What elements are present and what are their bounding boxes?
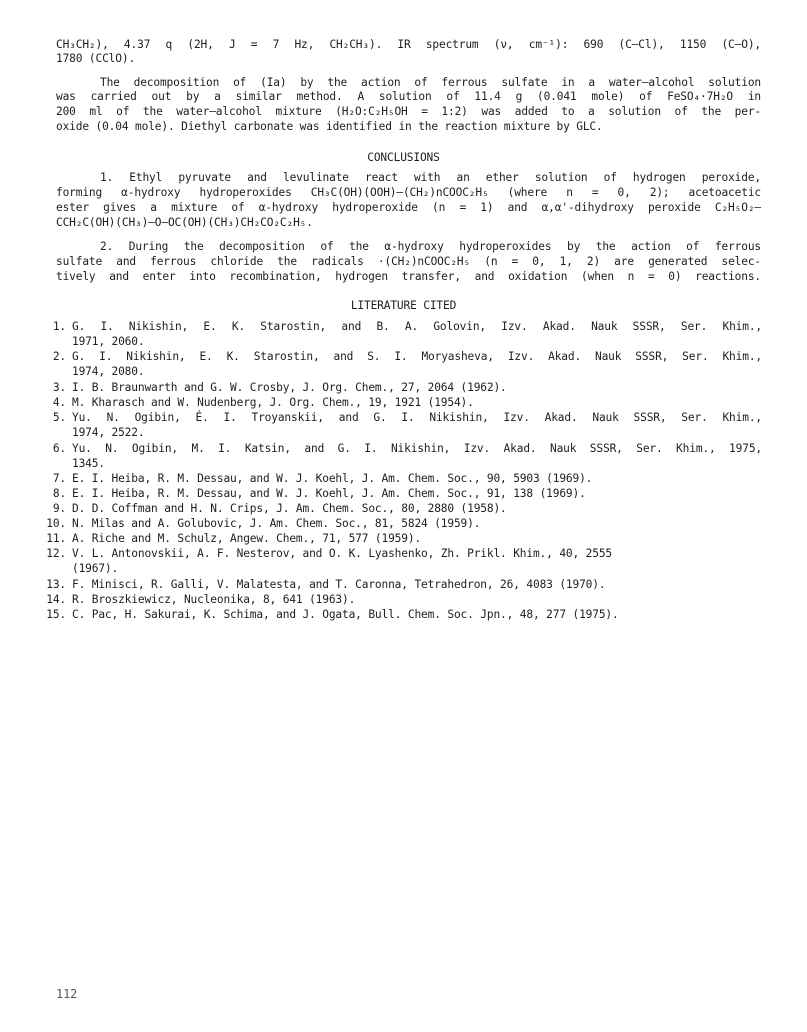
reference-number: 15. (46, 608, 66, 621)
conclusion-line: 2. During the decomposition of the α-hydroxy hydroperoxides by the action of ferrous (100, 240, 761, 253)
conclusion-line: forming α-hydroxy hydroperoxides CH₃C(OH)(OOH)—(CH₂)nCOOC₂H₅ (where n = 0, 2); acetoacetic (56, 186, 761, 199)
body-text-line: The decomposition of (Ia) by the action of ferrous sulfate in a water—alcohol solution (100, 76, 761, 89)
reference-item (0, 516, 807, 531)
reference-number: 13. (46, 578, 66, 591)
reference-number: 10. (46, 517, 66, 530)
body-text-line: was carried out by a similar method. A solution of 11.4 g (0.041 mole) of FeSO₄·7H₂O in (56, 90, 761, 103)
reference-text: G. I. Nikishin, E. K. Starostin, and S. I. Moryasheva, Izv. Akad. Nauk SSSR, Ser. Khim., (72, 350, 762, 363)
body-text-line: CH₃CH₂), 4.37 q (2H, J = 7 Hz, CH₂CH₃). IR spectrum (ν, cm⁻¹): 690 (C—Cl), 1150 (C—O), (56, 38, 761, 51)
reference-text-continued: 1974, 2080. (72, 365, 145, 378)
conclusion-line: ester gives a mixture of α-hydroxy hydroperoxide (n = 1) and α,α'-dihydroxy peroxide C₂H₅O₂— (56, 201, 761, 214)
reference-text-continued: 1974, 2522. (72, 426, 145, 439)
reference-text: Yu. N. Ogibin, É. I. Troyanskii, and G. I. Nikishin, Izv. Akad. Nauk SSSR, Ser. Khim., (72, 411, 762, 424)
reference-text: V. L. Antonovskii, A. F. Nesterov, and O. K. Lyashenko, Zh. Prikl. Khim., 40, 2555 (72, 547, 613, 560)
reference-item (0, 546, 807, 561)
reference-text: G. I. Nikishin, E. K. Starostin, and B. A. Golovin, Izv. Akad. Nauk SSSR, Ser. Khim., (72, 320, 762, 333)
reference-number: 14. (46, 593, 66, 606)
reference-item (0, 607, 807, 622)
reference-item (0, 531, 807, 546)
reference-text: A. Riche and M. Schulz, Angew. Chem., 71, 577 (1959). (72, 532, 422, 545)
reference-item (0, 501, 807, 516)
reference-number: 1. (52, 320, 66, 333)
conclusion-line: tively and enter into recombination, hydrogen transfer, and oxidation (when n = 0) reactions. (56, 270, 761, 283)
reference-number: 6. (52, 442, 66, 455)
reference-text: R. Broszkiewicz, Nucleonika, 8, 641 (1963). (72, 593, 356, 606)
reference-item (0, 349, 807, 364)
reference-item (0, 410, 807, 425)
reference-item (0, 592, 807, 607)
reference-number: 11. (46, 532, 66, 545)
reference-number: 4. (52, 396, 66, 409)
reference-text: N. Milas and A. Golubovic, J. Am. Chem. Soc., 81, 5824 (1959). (72, 517, 481, 530)
reference-item (0, 471, 807, 486)
reference-number: 3. (52, 381, 66, 394)
reference-number: 12. (46, 547, 66, 560)
body-text-line: 200 ml of the water—alcohol mixture (H₂O:C₂H₅OH = 1:2) was added to a solution of the per- (56, 105, 761, 118)
reference-number: 9. (52, 502, 66, 515)
reference-text: F. Minisci, R. Galli, V. Malatesta, and T. Caronna, Tetrahedron, 26, 4083 (1970). (72, 578, 606, 591)
reference-text-continued: (1967). (72, 562, 119, 575)
reference-number: 8. (52, 487, 66, 500)
reference-text: M. Kharasch and W. Nudenberg, J. Org. Chem., 19, 1921 (1954). (72, 396, 474, 409)
reference-item (0, 577, 807, 592)
page-number: 112 (56, 987, 78, 1001)
body-text-line: 1780 (CClO). (56, 52, 136, 65)
conclusions-heading: CONCLUSIONS (367, 151, 440, 164)
reference-text: E. I. Heiba, R. M. Dessau, and W. J. Koehl, J. Am. Chem. Soc., 90, 5903 (1969). (72, 472, 593, 485)
literature-heading: LITERATURE CITED (350, 299, 457, 312)
body-text-line: oxide (0.04 mole). Diethyl carbonate was identified in the reaction mixture by GLC. (56, 120, 603, 133)
conclusion-line: sulfate and ferrous chloride the radicals ·(CH₂)nCOOC₂H₅ (n = 0, 1, 2) are generated selec- (56, 255, 761, 268)
reference-text-continued: 1971, 2060. (72, 335, 145, 348)
reference-number: 5. (52, 411, 66, 424)
reference-text-continued: 1345. (72, 457, 105, 470)
reference-text: E. I. Heiba, R. M. Dessau, and W. J. Koehl, J. Am. Chem. Soc., 91, 138 (1969). (72, 487, 586, 500)
reference-item (0, 441, 807, 456)
reference-item (0, 319, 807, 334)
reference-item (0, 395, 807, 410)
reference-number: 2. (52, 350, 66, 363)
conclusion-line: CCH₂C(OH)(CH₃)—O—OC(OH)(CH₃)CH₂CO₂C₂H₅. (56, 216, 313, 229)
reference-item (0, 380, 807, 395)
reference-text: C. Pac, H. Sakurai, K. Schima, and J. Ogata, Bull. Chem. Soc. Jpn., 48, 277 (1975). (72, 608, 619, 621)
reference-text: I. B. Braunwarth and G. W. Crosby, J. Org. Chem., 27, 2064 (1962). (72, 381, 507, 394)
reference-number: 7. (52, 472, 66, 485)
conclusion-line: 1. Ethyl pyruvate and levulinate react with an ether solution of hydrogen peroxide, (100, 171, 761, 184)
reference-item (0, 486, 807, 501)
reference-text: D. D. Coffman and H. N. Crips, J. Am. Chem. Soc., 80, 2880 (1958). (72, 502, 507, 515)
reference-text: Yu. N. Ogibin, M. I. Katsin, and G. I. Nikishin, Izv. Akad. Nauk SSSR, Ser. Khim., 1975, (72, 442, 762, 455)
